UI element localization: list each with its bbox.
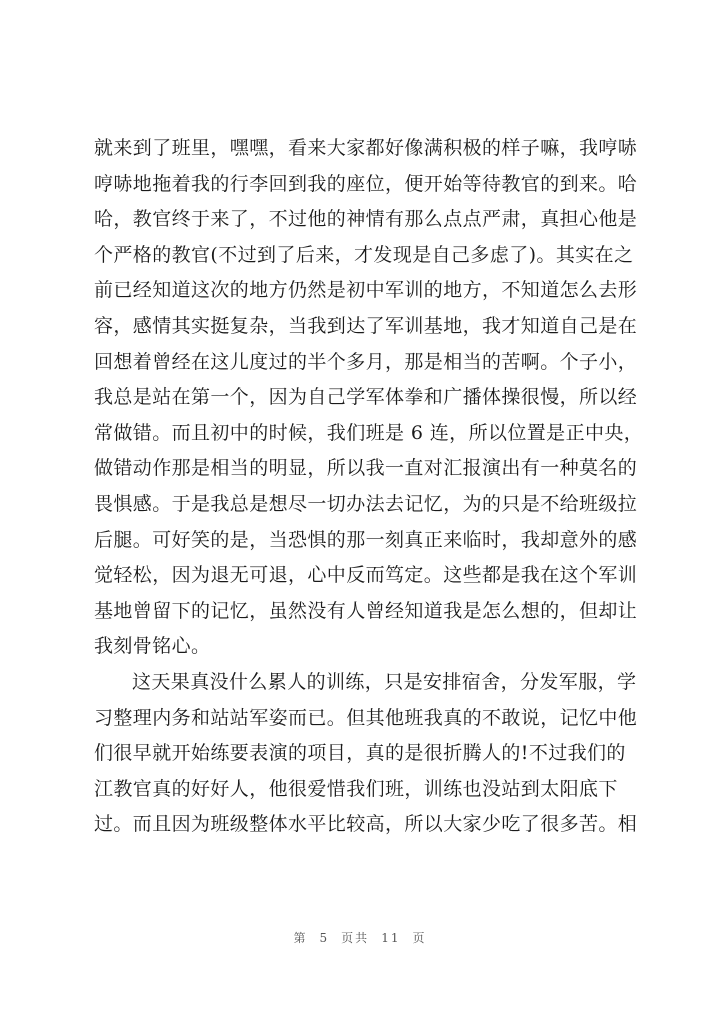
body-text bbox=[94, 131, 644, 843]
text-line: 后腿。可好笑的是，当恐惧的那一刻真正来临时，我却意外的感 bbox=[94, 528, 638, 551]
page-label-suffix: 页 bbox=[412, 931, 427, 945]
text-line: 江教官真的好好人，他很爱惜我们班，训练也没站到太阳底下 bbox=[94, 777, 618, 800]
text-line: 基地曾留下的记忆，虽然没有人曾经知道我是怎么想的，但却让 bbox=[94, 599, 638, 622]
page-label-prefix: 第 bbox=[293, 931, 308, 945]
text-line: 前已经知道这次的地方仍然是初中军训的地方，不知道怎么去形 bbox=[94, 279, 638, 302]
paragraph-start-line: 这天果真没什么累人的训练，只是安排宿舍，分发军服，学 bbox=[132, 670, 637, 693]
text-line: 过。而且因为班级整体水平比较高，所以大家少吃了很多苦。相 bbox=[94, 813, 638, 836]
page-label-mid: 页共 bbox=[341, 931, 370, 945]
text-line: 就来到了班里，嘿嘿，看来大家都好像满积极的样子嘛，我哼哧 bbox=[94, 137, 638, 159]
text-line: 习整理内务和站站军姿而已。但其他班我真的不敢说，记忆中他 bbox=[94, 706, 638, 729]
text-line: 哈，教官终于来了，不过他的神情有那么点点严肃，真担心他是 bbox=[94, 208, 638, 231]
text-line: 常做错。而且初中的时候，我们班是 6 连，所以位置是正中央， bbox=[94, 421, 644, 444]
text-line: 我刻骨铭心。 bbox=[94, 635, 211, 658]
text-line: 回想着曾经在这儿度过的半个多月，那是相当的苦啊。个子小， bbox=[94, 350, 638, 373]
text-line: 个严格的教官(不过到了后来，才发现是自己多虑了)。其实在之 bbox=[94, 243, 634, 266]
text-line: 们很早就开始练要表演的项目，真的是很折腾人的!不过我们的 bbox=[94, 742, 626, 765]
total-pages-number: 11 bbox=[381, 931, 401, 945]
text-line: 我总是站在第一个，因为自己学军体拳和广播体操很慢，所以经 bbox=[94, 386, 638, 409]
text-line: 畏惧感。于是我总是想尽一切办法去记忆，为的只是不给班级拉 bbox=[94, 492, 638, 515]
text-line: 觉轻松，因为退无可退，心中反而笃定。这些都是我在这个军训 bbox=[94, 564, 638, 587]
current-page-number: 5 bbox=[319, 931, 330, 945]
text-line: 做错动作那是相当的明显，所以我一直对汇报演出有一种莫名的 bbox=[94, 457, 638, 480]
text-line: 容，感情其实挺复杂，当我到达了军训基地，我才知道自己是在 bbox=[94, 314, 638, 337]
text-line: 哼哧地拖着我的行李回到我的座位，便开始等待教官的到来。哈 bbox=[94, 172, 638, 195]
page-footer bbox=[0, 929, 720, 946]
